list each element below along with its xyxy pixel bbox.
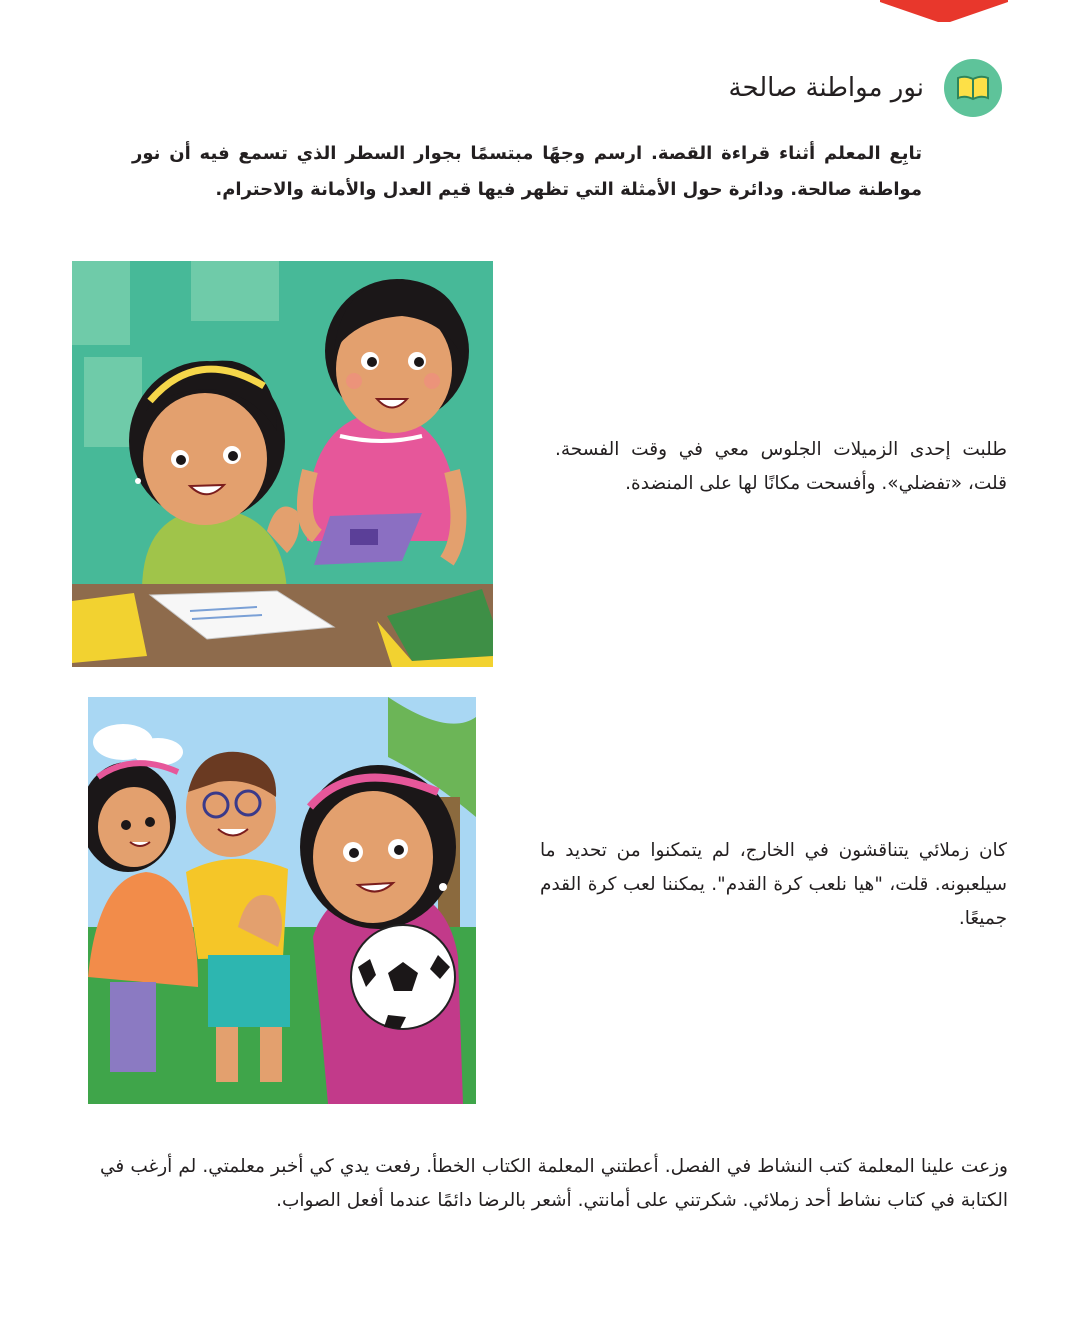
book-icon	[944, 59, 1002, 117]
instructions-text: تابِع المعلم أثناء قراءة القصة. ارسم وجهًا مبتسمًا بجوار السطر الذي تسمع فيه أن نور مواطنة صالحة. ودائرة حول الأمثلة التي تظهر فيها قيم العدل والأمانة والاحترام.	[132, 143, 922, 200]
playground-illustration	[88, 697, 476, 1104]
classroom-illustration	[72, 261, 493, 667]
story-paragraph-2: كان زملائي يتناقشون في الخارج، لم يتمكنوا من تحديد ما سيلعبونه. قلت، "هيا نلعب كرة القدم". يمكننا لعب كرة القدم جميعًا.	[540, 840, 1007, 929]
story-paragraph-3: وزعت علينا المعلمة كتب النشاط في الفصل. أعطتني المعلمة الكتاب الخطأ. رفعت يدي كي أخبر معلمتي. لم أرغب في الكتابة في كتاب نشاط أحد زملائي. شكرتني على أمانتي. أشعر بالرضا دائمًا عندما أفعل الصواب.	[100, 1156, 1008, 1211]
story-paragraph-1: طلبت إحدى الزميلات الجلوس معي في وقت الفسحة. قلت، «تفضلي». وأفسحت مكانًا لها على المنضدة.	[555, 439, 1007, 494]
section-header	[729, 58, 1002, 118]
page-tab-marker	[880, 0, 1008, 22]
page-title: نور مواطنة صالحة	[728, 73, 924, 103]
